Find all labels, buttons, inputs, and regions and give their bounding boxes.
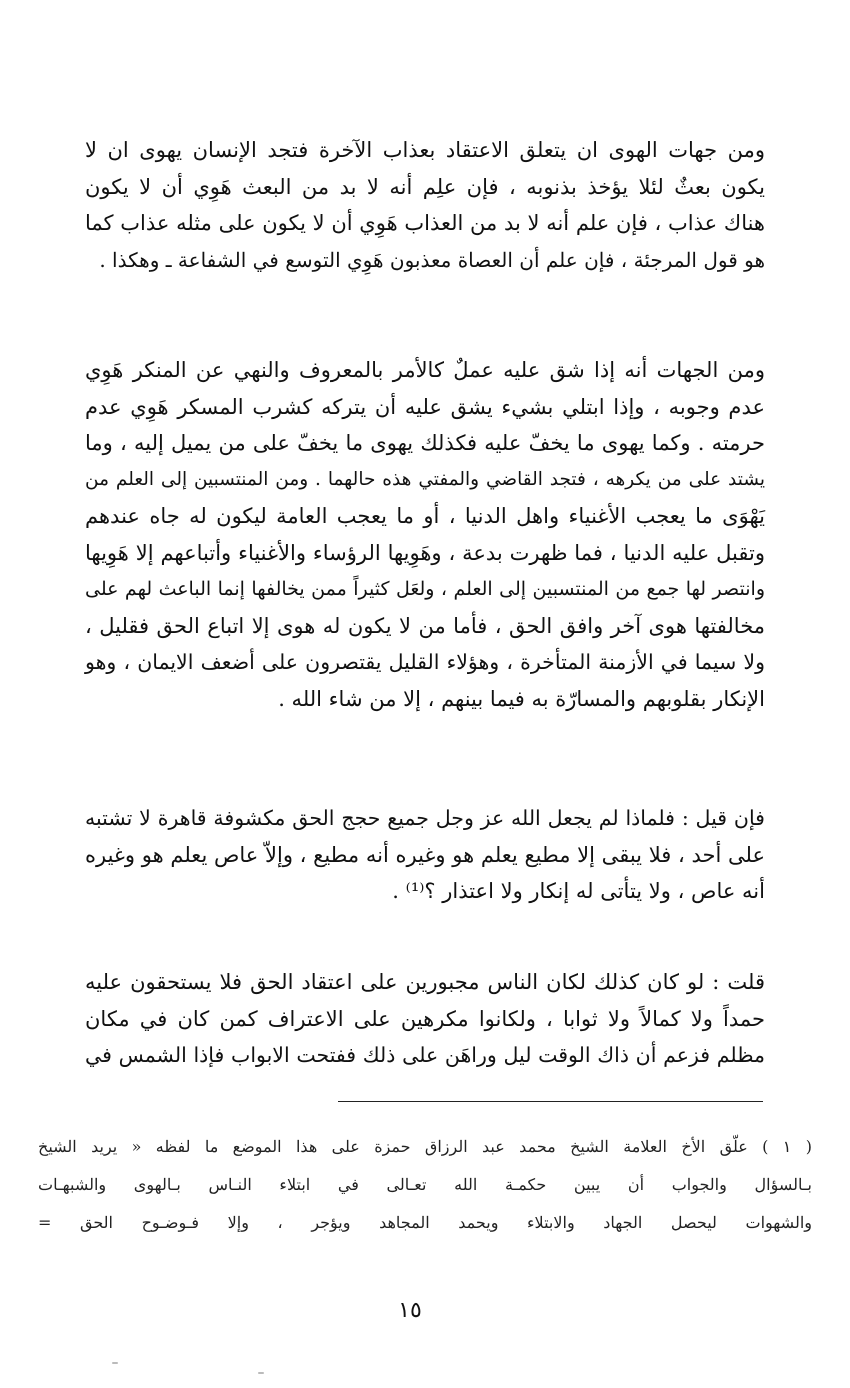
text-line: قلت : لو كان كذلك لكان الناس مجبورين على اعتقاد الحق فلا يستحقون عليه [85,970,765,994]
text-line: حرمته . وكما يهوى ما يخفّ عليه فكذلك يهوى ما يخفّ على من يميل إليه ، وما [85,431,765,455]
paragraph-3 [85,800,765,910]
text-line: ومن جهات الهوى ان يتعلق الاعتقاد بعذاب الآخرة فتجد الإنسان يهوى ان لا [85,138,765,162]
footnote-separator [338,1101,763,1102]
text-line: ولا سيما في الأزمنة المتأخرة ، وهؤلاء القليل يقتصرون على أضعف الايمان ، وهو [85,650,765,674]
text-line: حمداً ولا كمالاً ولا ثوابا ، ولكانوا مكرهين على الاعتراف كمن كان في مكان [85,1006,765,1031]
text-line: مخالفتها هوى آخر وافق الحق ، فأما من لا يكون له هوى إلا اتباع الحق فقليل ، [85,613,765,638]
text-line: مظلم فزعم أن ذاك الوقت ليل وراهَن على ذلك ففتحت الابواب فإذا الشمس في [85,1043,765,1067]
text-line: أنه عاص ، ولا يتأتى له إنكار ولا اعتذار ؟⁽¹⁾ . [392,879,765,903]
footnote [38,1128,812,1242]
text-line: هناك عذاب ، فإن علم أنه لا بد من العذاب هَوِي أن لا يكون على مثله عذاب كما [85,211,765,235]
paragraph-2 [85,352,765,717]
text-line: وانتصر لها جمع من المنتسبين إلى العلم ، ولعَل كثيراً ممن يخالفها إنما الباعث لهم على [85,578,765,600]
text-line: فإن قيل : فلماذا لم يجعل الله عز وجل جميع حجج الحق مكشوفة قاهرة لا تشتبه [85,806,765,830]
text-line: يشتد على من يكرهه ، فتجد القاضي والمفتي هذه حالهما . ومن المنتسبين إلى العلم من [85,468,765,490]
scan-speck [258,1372,264,1374]
paragraph-4 [85,964,765,1074]
scan-speck [112,1362,118,1364]
text-line: ومن الجهات أنه إذا شق عليه عملٌ كالأمر بالمعروف والنهي عن المنكر هَوِي [85,358,765,382]
footnote-line: بـالسؤال والجواب أن يبين حكمـة الله تعـالى في ابتلاء النـاس بـالهوى والشبهـات [38,1175,812,1194]
paragraph-1 [85,132,765,278]
footnote-line: والشهوات ليحصل الجهاد والابتلاء ويحمد المجاهد ويؤجر ، وإلا فـوضـوح الحق = [38,1213,812,1232]
text-line: هو قول المرجئة ، فإن علم أن العصاة معذبون هَوِي التوسع في الشفاعة ـ وهكذا . [99,247,765,272]
text-line: يكون بعثٌ لئلا يؤخذ بذنوبه ، فإن علِم أنه لا بد من البعث هَوِي أن لا يكون [85,174,765,199]
text-line: على أحد ، فلا يبقى إلا مطيع يعلم هو وغيره أنه مطيع ، وإلاّ عاص يعلم هو وغيره [85,842,765,867]
text-line: يَهْوَى ما يعجب الأغنياء واهل الدنيا ، أو ما يعجب العامة ليكون له جاه عندهم [85,504,765,528]
text-line: الإنكار بقلوبهم والمسارّة به فيما بينهم ، إلا من شاء الله . [278,686,765,711]
footnote-line: ( ١ ) علّق الأخ العلامة الشيخ محمد عبد الرزاق حمزة على هذا الموضع ما لفظه « يريد الشيخ [38,1137,812,1156]
text-line: عدم وجوبه ، وإذا ابتلي بشيء يشق عليه أن يتركه كشرب المسكر هَوِي عدم [85,394,765,419]
page-number: ١٥ [398,1298,422,1323]
text-line: وتقبل عليه الدنيا ، فما ظهرت بدعة ، وهَوِيها الرؤساء والأغنياء وأتباعهم إلا هَوِيها [85,540,765,565]
